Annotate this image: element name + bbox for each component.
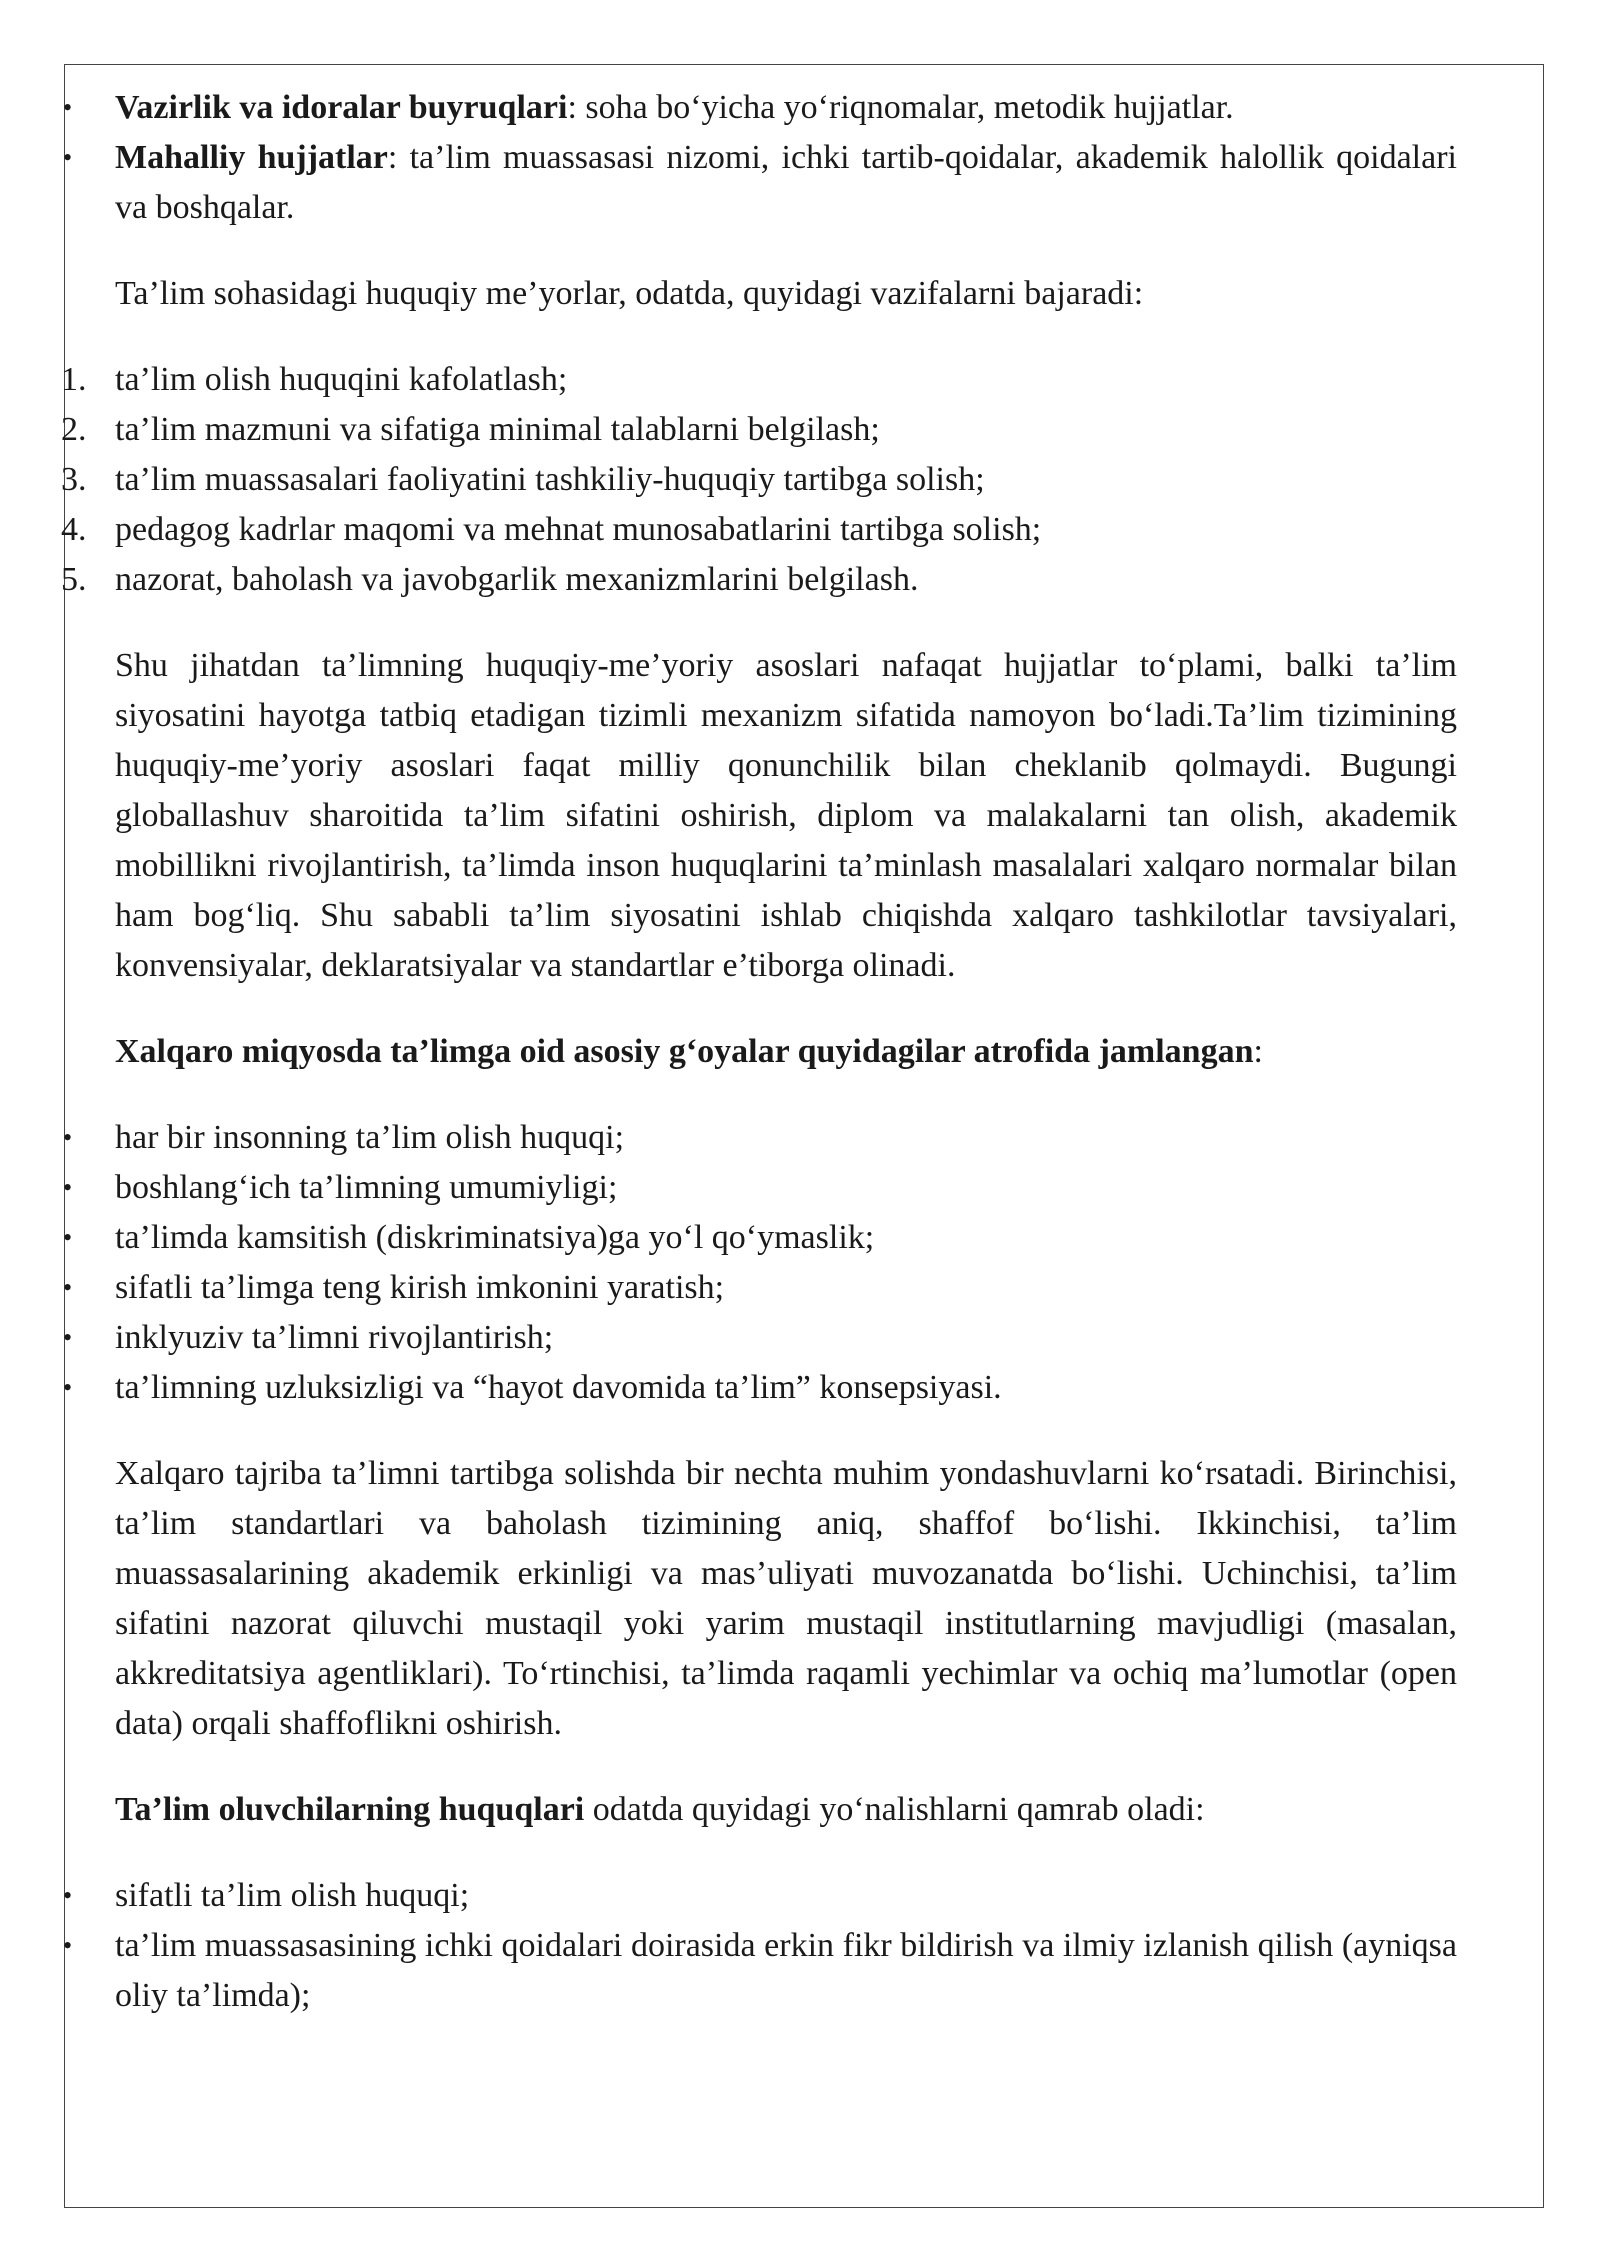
bullet-icon: • bbox=[63, 1173, 73, 1202]
bullet-bold-term: Mahalliy hujjatlar bbox=[115, 139, 388, 176]
heading-international bbox=[65, 1027, 1543, 1077]
item-number: 1. bbox=[61, 361, 87, 398]
list-item bbox=[65, 1313, 1543, 1363]
item-text: ta’lim mazmuni va sifatiga minimal talablarni belgilash; bbox=[115, 411, 880, 448]
page-content bbox=[61, 83, 1543, 2021]
list-item bbox=[65, 1213, 1543, 1263]
bullet-text: sifatli ta’limga teng kirish imkonini yaratish; bbox=[115, 1269, 725, 1306]
bullet-icon: • bbox=[63, 143, 73, 172]
bullet-text: inklyuziv ta’limni rivojlantirish; bbox=[115, 1319, 554, 1356]
bullet-icon: • bbox=[63, 1373, 73, 1402]
bullet-text: boshlang‘ich ta’limning umumiyligi; bbox=[115, 1169, 618, 1206]
list-item bbox=[65, 83, 1543, 133]
bullet-text: ta’lim muassasasining ichki qoidalari doirasida erkin fikr bildirish va ilmiy izlanish qilish (ayniqsa oliy ta’limda); bbox=[115, 1927, 1457, 2014]
numbered-item bbox=[61, 355, 1543, 405]
item-text: nazorat, baholash va javobgarlik mexanizmlarini belgilash. bbox=[115, 561, 919, 598]
numbered-item bbox=[61, 405, 1543, 455]
bullet-icon: • bbox=[63, 1223, 73, 1252]
bullet-text: sifatli ta’lim olish huquqi; bbox=[115, 1877, 470, 1914]
list-item bbox=[65, 1871, 1543, 1921]
bullet-icon: • bbox=[63, 1931, 73, 1960]
item-number: 3. bbox=[61, 461, 87, 498]
list-item bbox=[65, 133, 1543, 233]
paragraph-experience: Xalqaro tajriba ta’limni tartibga solishda bir nechta muhim yondashuvlarni ko‘rsatadi. Birinchisi, ta’lim standartlari va baholash tizimining aniq, shaffof bo‘lishi. Ikkinchisi, ta’lim muassasalarining akademik erkinligi va mas’uliyati muvozanatda bo‘lishi. Uchinchisi, ta’lim sifatini nazorat qiluvchi mustaqil yoki yarim mustaqil institutlarning mavjudligi (masalan, akkreditatsiya agentliklari). To‘rtinchisi, ta’limda raqamli yechimlar va ochiq ma’lumotlar (open data) orqali shaffoflikni oshirish. bbox=[115, 1455, 1457, 1742]
numbered-item bbox=[61, 455, 1543, 505]
heading-suffix: odatda quyidagi yo‘nalishlarni qamrab oladi: bbox=[584, 1791, 1205, 1828]
numbered-item bbox=[61, 555, 1543, 605]
bullet-text: : soha bo‘yicha yo‘riqnomalar, metodik hujjatlar. bbox=[567, 89, 1234, 126]
heading-bold-text: Xalqaro miqyosda ta’limga oid asosiy g‘oyalar quyidagilar atrofida jamlangan bbox=[115, 1033, 1254, 1070]
item-text: ta’lim muassasalari faoliyatini tashkiliy-huquqiy tartibga solish; bbox=[115, 461, 985, 498]
item-number: 2. bbox=[61, 411, 87, 448]
bullet-text: har bir insonning ta’lim olish huquqi; bbox=[115, 1119, 625, 1156]
heading-suffix: : bbox=[1253, 1033, 1263, 1070]
item-number: 5. bbox=[61, 561, 87, 598]
bullet-icon: • bbox=[63, 1123, 73, 1152]
bullet-icon: • bbox=[63, 93, 73, 122]
bullet-text: : ta’lim muassasasi nizomi, ichki tartib-qoidalar, akademik halollik qoidalari va boshqalar. bbox=[115, 139, 1457, 226]
heading-bold-text: Ta’lim oluvchilarning huquqlari bbox=[115, 1791, 585, 1828]
bullet-icon: • bbox=[63, 1881, 73, 1910]
item-text: pedagog kadrlar maqomi va mehnat munosabatlarini tartibga solish; bbox=[115, 511, 1042, 548]
heading-rights bbox=[65, 1785, 1543, 1835]
bullet-text: ta’limning uzluksizligi va “hayot davomida ta’lim” konsepsiyasi. bbox=[115, 1369, 1002, 1406]
paragraph-mechanism: Shu jihatdan ta’limning huquqiy-me’yoriy asoslari nafaqat hujjatlar to‘plami, balki ta’lim siyosatini hayotga tatbiq etadigan tizimli mexanizm sifatida namoyon bo‘ladi.Ta’lim tizimining huquqiy-me’yoriy asoslari faqat milliy qonunchilik bilan cheklanib qolmaydi. Bugungi globallashuv sharoitida ta’lim sifatini oshirish, diplom va malakalarni tan olish, akademik mobillikni rivojlantirish, ta’limda inson huquqlarini ta’minlash masalalari xalqaro normalar bilan ham bog‘liq. Shu sababli ta’lim siyosatini ishlab chiqishda xalqaro tashkilotlar tavsiyalari, konvensiyalar, deklaratsiyalar va standartlar e’tiborga olinadi. bbox=[115, 647, 1457, 984]
list-item bbox=[65, 1113, 1543, 1163]
list-item bbox=[65, 1921, 1543, 2021]
numbered-item bbox=[61, 505, 1543, 555]
bullet-bold-term: Vazirlik va idoralar buyruqlari bbox=[115, 89, 568, 126]
bullet-text: ta’limda kamsitish (diskriminatsiya)ga yo‘l qo‘ymaslik; bbox=[115, 1219, 875, 1256]
item-number: 4. bbox=[61, 511, 87, 548]
list-item bbox=[65, 1263, 1543, 1313]
page-frame bbox=[61, 64, 1544, 2208]
bullet-icon: • bbox=[63, 1323, 73, 1352]
paragraph-functions-intro: Ta’lim sohasidagi huquqiy me’yorlar, odatda, quyidagi vazifalarni bajaradi: bbox=[115, 275, 1144, 312]
bullet-icon: • bbox=[63, 1273, 73, 1302]
item-text: ta’lim olish huquqini kafolatlash; bbox=[115, 361, 568, 398]
list-item bbox=[65, 1363, 1543, 1413]
list-item bbox=[65, 1163, 1543, 1213]
